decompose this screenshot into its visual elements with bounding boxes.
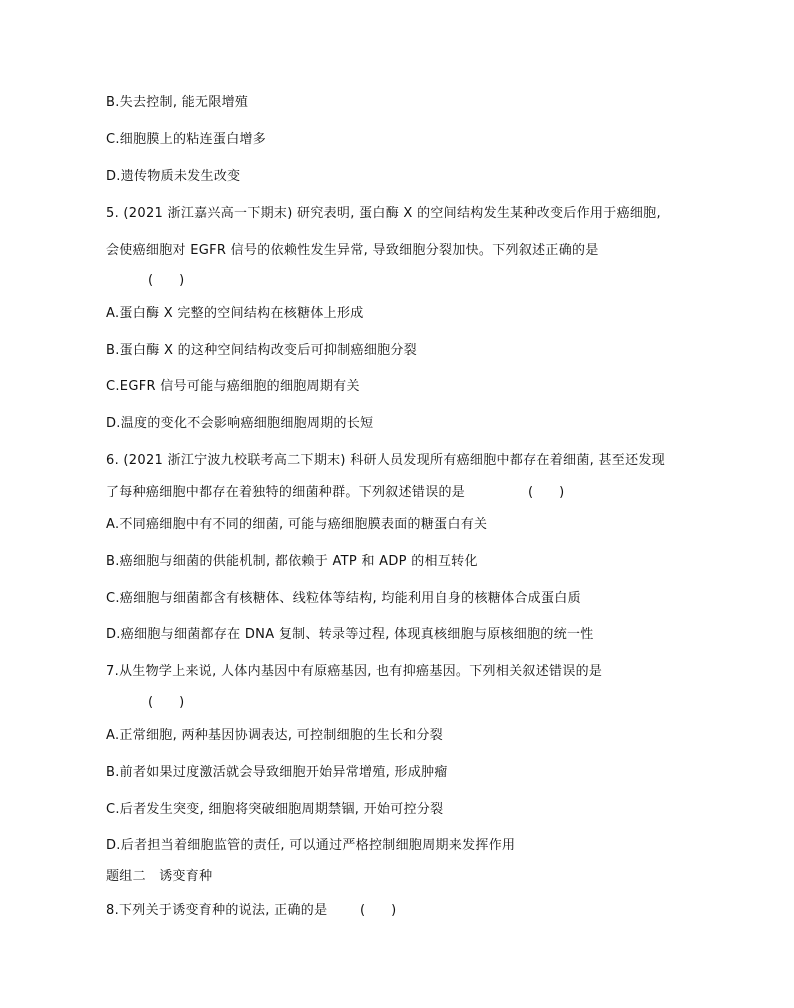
section-heading-group2: 题组二 诱变育种 — [106, 869, 213, 884]
q6-option-a: A.不同癌细胞中有不同的细菌, 可能与癌细胞膜表面的糖蛋白有关 — [106, 517, 488, 532]
q6-answer-blank: ( ) — [528, 485, 565, 500]
q7-option-b: B.前者如果过度激活就会导致细胞开始异常增殖, 形成肿瘤 — [106, 765, 448, 780]
q8-answer-blank: ( ) — [360, 903, 397, 918]
q7-option-a: A.正常细胞, 两种基因协调表达, 可控制细胞的生长和分裂 — [106, 728, 444, 743]
q7-option-c: C.后者发生突变, 细胞将突破细胞周期禁锢, 开始可控分裂 — [106, 802, 444, 817]
q7-option-d: D.后者担当着细胞监管的责任, 可以通过严格控制细胞周期来发挥作用 — [106, 838, 516, 853]
q5-stem-line1: 5. (2021 浙江嘉兴高一下期末) 研究表明, 蛋白酶 X 的空间结构发生某种改变后作用于癌细胞, — [106, 206, 661, 221]
q7-stem-line1: 7.从生物学上来说, 人体内基因中有原癌基因, 也有抑癌基因。下列相关叙述错误的是 — [106, 664, 603, 679]
q8-stem-line1: 8.下列关于诱变育种的说法, 正确的是 — [106, 903, 328, 918]
q5-answer-blank: ( ) — [148, 273, 185, 288]
q6-stem-line2: 了每种癌细胞中都存在着独特的细菌种群。下列叙述错误的是 — [106, 485, 466, 500]
q5-option-c: C.EGFR 信号可能与癌细胞的细胞周期有关 — [106, 379, 360, 394]
q6-option-d: D.癌细胞与细菌都存在 DNA 复制、转录等过程, 体现真核细胞与原核细胞的统一性 — [106, 627, 594, 642]
q6-option-b: B.癌细胞与细菌的供能机制, 都依赖于 ATP 和 ADP 的相互转化 — [106, 554, 478, 569]
q4-option-c: C.细胞膜上的粘连蛋白增多 — [106, 132, 267, 147]
q7-answer-blank: ( ) — [148, 695, 185, 710]
q5-option-d: D.温度的变化不会影响癌细胞细胞周期的长短 — [106, 416, 374, 431]
q4-option-d: D.遗传物质未发生改变 — [106, 169, 241, 184]
q6-option-c: C.癌细胞与细菌都含有核糖体、线粒体等结构, 均能利用自身的核糖体合成蛋白质 — [106, 591, 581, 606]
q4-option-b: B.失去控制, 能无限增殖 — [106, 95, 249, 110]
q5-option-b: B.蛋白酶 X 的这种空间结构改变后可抑制癌细胞分裂 — [106, 343, 418, 358]
q6-stem-line1: 6. (2021 浙江宁波九校联考高二下期末) 科研人员发现所有癌细胞中都存在着细菌, 甚至还发现 — [106, 453, 665, 468]
q5-option-a: A.蛋白酶 X 完整的空间结构在核糖体上形成 — [106, 306, 364, 321]
q5-stem-line2: 会使癌细胞对 EGFR 信号的依赖性发生异常, 导致细胞分裂加快。下列叙述正确的是 — [106, 243, 599, 258]
